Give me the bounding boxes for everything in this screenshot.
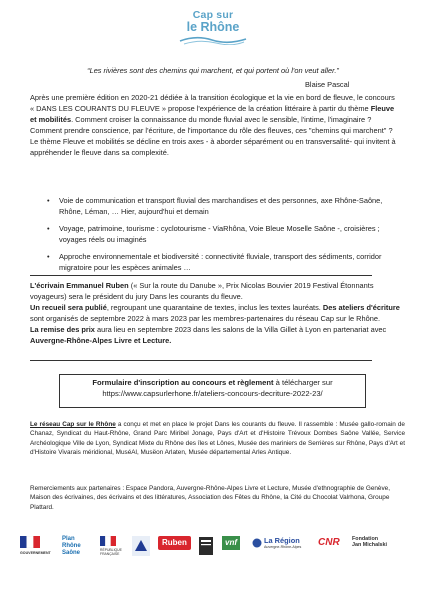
region-icon xyxy=(252,538,262,548)
tricolor-logo xyxy=(132,536,154,566)
collection-desc: , regroupant une quarantaine de textes, inclus les textes lauréats. xyxy=(106,302,323,312)
jury-paragraph xyxy=(30,281,405,303)
thanks-section xyxy=(30,484,405,512)
theme-axes-list xyxy=(47,196,392,279)
plan-rhone-line-3: Saône xyxy=(62,550,81,556)
partner-logos xyxy=(20,536,405,570)
cnr-label: CNR xyxy=(318,537,340,548)
jury-president: L'écrivain Emmanuel Ruben xyxy=(30,281,129,290)
region-logo xyxy=(252,536,314,566)
workshops-title: Des ateliers d'écriture xyxy=(322,302,400,312)
french-flag-icon xyxy=(20,536,40,548)
prizes-desc: aura lieu en septembre 2023 dans les salons de la Villa Gillet à Lyon en partenariat avec xyxy=(94,324,387,334)
registration-rest: à télécharger sur xyxy=(273,378,333,387)
epigraph-quote: “Les rivières sont des chemins qui marchent, et qui portent où l'on veut aller.” xyxy=(87,66,339,75)
fondation-line-2: Jan Michalski xyxy=(352,542,388,549)
list-item xyxy=(47,252,392,274)
wave-icon xyxy=(178,35,248,45)
jury-section xyxy=(30,281,405,346)
quote-author: Blaise Pascal xyxy=(305,80,350,89)
fondation-line-1: Fondation xyxy=(352,536,379,542)
axis-text: Voie de communication et transport fluvial des marchandises et des personnes, axe Rhône-Saône, Rhône, Léman, … Hier, aujourd'hui et demain xyxy=(59,196,383,216)
divider xyxy=(30,275,372,276)
list-item xyxy=(47,224,392,246)
registration-box xyxy=(59,374,366,408)
collection-title: Un recueil sera publié xyxy=(30,302,107,312)
axis-text: Voyage, patrimoine, tourisme : cyclotourisme - ViaRhôna, Voie Bleue Moselle Saône -, croisières ; voyages réels ou imaginés xyxy=(59,223,380,244)
bullet-icon: • xyxy=(47,196,50,205)
registration-link[interactable]: https://www.capsurlerhone.fr/ateliers-concours-decriture-2022-23/ xyxy=(102,388,323,398)
ruben-label: Ruben xyxy=(158,536,191,550)
region-sub-label: Auvergne-Rhône-Alpes xyxy=(264,545,302,549)
registration-line xyxy=(60,378,365,389)
registration-title: Formulaire d'inscription au concours et règlement xyxy=(92,378,274,387)
republique-logo xyxy=(100,536,126,566)
intro-text xyxy=(30,93,400,158)
gouvernement-logo xyxy=(20,536,54,566)
divider xyxy=(30,360,372,361)
intro-p1-part-b: . Comment croiser la connaissance du monde fluvial avec le sensible, l'intime, l'imaginaire ? Comment prendre conscience, par l'écriture, de l'importance du rôle des fleuves, ces "chemins qui marchent" ? xyxy=(30,114,393,135)
collection-paragraph xyxy=(30,303,405,325)
thanks-paragraph: Remerciements aux partenaires : Espace Pandora, Auvergne-Rhône-Alpes Livre et Lecture, Musée d'ethnographie de Genève, Maison des écrivaines, des écrivains et des littératures, Association des Fêtes du Rhône, la Cité du Chocolat Valrhona, Groupe Plattard. xyxy=(30,485,391,511)
region-label: La Région xyxy=(264,536,300,545)
bullet-icon: • xyxy=(47,251,50,261)
prizes-title: La remise des prix xyxy=(30,324,95,334)
gov-label: GOUVERNEMENT xyxy=(20,551,51,555)
network-section xyxy=(30,420,405,457)
intro-paragraph-1 xyxy=(30,93,400,137)
list-item xyxy=(47,196,392,218)
ruben-logo xyxy=(158,536,194,566)
plan-rhone-logo xyxy=(62,536,92,566)
network-members: a conçu et met en place le projet Dans les courants du fleuve. Il rassemble : Musée gallo-romain de Chanaz, Syndicat du Haut-Rhône, Grand Parc Miribel Jonage, Pays d'Art et d'Histoire Trévoux Dombes Saône Vallée, Service Archéologique Ville de Lyon, Syndicat Mixte du Rhône des îles et Lônes, Musée des mariniers de Serrières sur Rhône, Pays d'Art et d'Histoire Vivarais méridional, MuséAl, Musëon Arlaten, Musée départemental Arles Antique. xyxy=(30,421,405,456)
book-icon xyxy=(198,536,214,556)
cnr-logo xyxy=(318,536,346,566)
network-name: Le réseau Cap sur le Rhône xyxy=(30,421,116,428)
prizes-partner: Auvergne-Rhône-Alpes Livre et Lecture. xyxy=(30,335,172,345)
jury-president-desc: (« Sur la route du Danube », Prix Nicolas Bouvier 2019 Festival Étonnants voyageurs) sera le président du jury Dans les courants du fleuve. xyxy=(30,281,374,301)
logo-line-2: le Rhône xyxy=(186,20,240,34)
bullet-icon: • xyxy=(47,223,50,233)
intro-p1-part-a: Après une première édition en 2020-21 dédiée à la transition écologique et la vie en bord de fleuve, le concours « DANS LES COURANTS DU FLEUVE » propose l'expérience de la création littéraire à partir du thème xyxy=(30,93,395,113)
republique-label: RÉPUBLIQUE FRANÇAISE xyxy=(100,548,122,556)
intro-paragraph-2: Le thème Fleuve et mobilités se décline en trois axes - à aborder séparément ou en transversalité- qui invitent à appréhender le fleuve dans sa complexité. xyxy=(30,136,396,157)
marianne-icon xyxy=(100,536,116,546)
workshops-desc: sont organisés de septembre 2022 à mars 2023 par les membres-partenaires du réseau Cap sur le Rhône. xyxy=(30,313,381,323)
vnf-logo xyxy=(222,536,246,566)
axis-text: Approche environnementale et biodiversité : connectivité fluviale, transport des sédiments, corridor migratoire pour les espèces animales … xyxy=(59,251,382,272)
plan-rhone-line-2: Rhône xyxy=(62,543,81,549)
emblem-icon xyxy=(132,536,150,556)
theme-name: Fleuve et mobilités xyxy=(30,103,395,124)
plan-rhone-line-1: Plan xyxy=(62,536,75,542)
fondation-logo xyxy=(352,536,402,566)
network-paragraph xyxy=(30,420,405,457)
logo-line-1: Cap sur xyxy=(192,9,234,21)
publisher-logo xyxy=(198,536,218,566)
prizes-paragraph xyxy=(30,325,405,347)
vnf-label: vnf xyxy=(222,536,240,550)
cap-sur-le-rhone-logo xyxy=(170,10,256,62)
